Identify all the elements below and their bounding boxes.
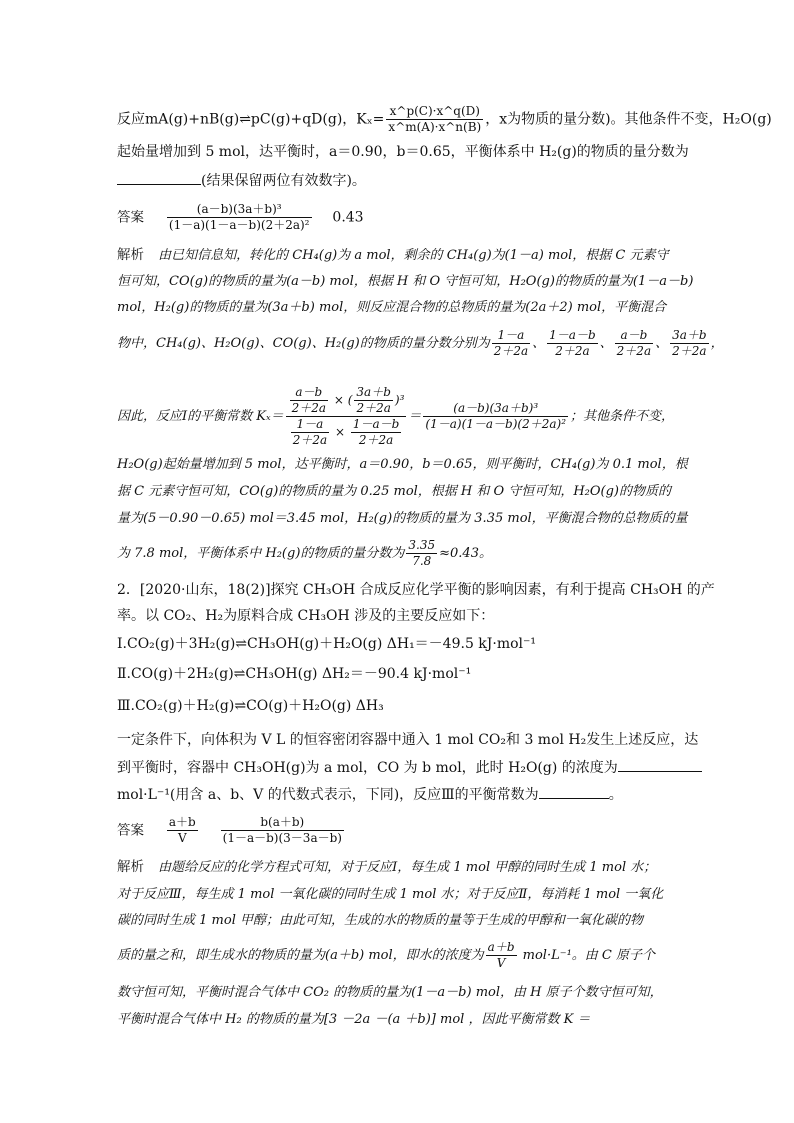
q2-analysis-line3: 碳的同时生成 1 mol 甲醇；由此可知，生成的水的物质的量等于生成的甲醇和一氧化碳的物 [117, 913, 643, 928]
q1-analysis-line2: 恒可知，CO(g)的物质的量为(a－b) mol，根据 H 和 O 守恒可知，H₂O(g)的物质的量为(1－a－b) [117, 274, 694, 289]
q2-reaction1: Ⅰ.CO₂(g)＋3H₂(g)⇌CH₃OH(g)＋H₂O(g) ΔH₁＝－49.5 kJ·mol⁻¹ [117, 636, 537, 652]
q1-text: 反应mA(g)+nB(g)⇌pC(g)+qD(g)，Kₓ= [117, 111, 385, 128]
q2-analysis-line1: 解析 由题给反应的化学方程式可知，对于反应Ⅰ，每生成 1 mol 甲醇的同时生成 1 mol 水； [117, 859, 657, 875]
q2-analysis-line4: 质的量之和，即生成水的物质的量为(a＋b) mol，即水的浓度为 $\frac{a+b}{V}$ mol·L⁻¹。由 C 原子个 [117, 940, 656, 970]
analysis-label: 解析 [117, 247, 144, 263]
q1-answer [117, 202, 677, 233]
q1-analysis-line3: mol，H₂(g)的物质的量为(3a＋b) mol，则反应混合物的总物质的量为(2a＋2) mol，平衡混合 [117, 300, 667, 315]
q1-analysis-line5: 因此，反应Ⅰ的平衡常数 Kₓ＝ $\frac{a-b}{2+2a}$ × ( $\frac{3a+b}{2+2a}$ )³ $\frac{1-a}{2+2a}$ × $\frac{1-a-b}{2+2a}$ ＝ $\frac{\text{(a－b)(3a＋b)³}}{\text{(1－a)(1－a－b)(2＋2a)²}}$ ；其他条件不变， [117, 385, 675, 447]
q2-analysis-line5: 数守恒可知，平衡时混合气体中 CO₂ 的物质的量为(1－a－b) mol，由 H 原子个数守恒可知， [117, 985, 663, 1000]
q2-analysis-line6: 平衡时混合气体中 H₂ 的物质的量为[3 －2a －(a ＋b)] mol ，因此平衡常数 K ＝ [117, 1012, 591, 1027]
analysis-label: 解析 [117, 859, 144, 875]
q2-line4: 到平衡时，容器中 CH₃OH(g)为 a mol，CO 为 b mol，此时 H₂O(g) 的浓度为 [117, 757, 677, 778]
answer-value: 0.43 [332, 209, 364, 226]
q2-line3: 一定条件下，向体积为 V L 的恒容密闭容器中通入 1 mol CO₂和 3 mol H₂发生上述反应，达 [117, 732, 699, 748]
answer-label: 答案 [117, 822, 144, 839]
q1-line3: (结果保留两位有效数字)。 [117, 170, 677, 191]
answer-blank[interactable] [618, 757, 702, 772]
q2-reaction3: Ⅲ.CO₂(g)＋H₂(g)⇌CO(g)＋H₂O(g) ΔH₃ [117, 698, 384, 714]
q1-line2: 起始量增加到 5 mol，达平衡时，a＝0.90，b＝0.65，平衡体系中 H₂(g)的物质的量分数为 [117, 144, 689, 160]
q1-analysis-line8: 量为(5－0.90－0.65) mol＝3.45 mol，H₂(g)的物质的量为 3.35 mol，平衡混合物的总物质的量 [117, 511, 688, 526]
q1-line1: 反应mA(g)+nB(g)⇌pC(g)+qD(g)，Kₓ= $\frac{x\^{}p(C)\cdot x\^{}q(D)}{x\^{}m(A)\cdot x\^{}n(B)}$ ，x为物质的量分数)。其他条件不变，H₂O(g) [117, 104, 772, 134]
q1-analysis-line4: 物中，CH₄(g)、H₂O(g)、CO(g)、H₂(g)的物质的量分数分别为 $\frac{1-a}{2+2a}$ 、 $\frac{1-a-b}{2+2a}$ 、 $\frac{a-b}{2+2a}$ 、 $\frac{3a+b}{2+2a}$ ， [117, 328, 724, 358]
q1-analysis-line9: 为 7.8 mol，平衡体系中 H₂(g)的物质的量分数为 $\frac{3.35}{7.8}$ ≈0.43。 [117, 538, 492, 568]
q1-analysis-line1: 解析 由已知信息知，转化的 CH₄(g)为 a mol，剩余的 CH₄(g)为(1－a) mol，根据 C 元素守 [117, 247, 669, 263]
q1-analysis-line6: H₂O(g)起始量增加到 5 mol，达平衡时，a＝0.90，b＝0.65，则平衡时，CH₄(g)为 0.1 mol，根 [117, 457, 688, 472]
q1-analysis-line7: 据 C 元素守恒可知，CO(g)的物质的量为 0.25 mol，根据 H 和 O 守恒可知，H₂O(g)的物质的 [117, 484, 671, 499]
answer-fraction: $\frac{\text{(a－b)(3a＋b)³}}{\text{(1－a)(1－a－b)(2＋2a)²}}$ [168, 202, 310, 232]
q2-analysis-line2: 对于反应Ⅲ，每生成 1 mol 一氧化碳的同时生成 1 mol 水；对于反应Ⅱ，每消耗 1 mol 一氧化 [117, 887, 664, 902]
kx-fraction: $\frac{x\^{}p(C)\cdot x\^{}q(D)}{x\^{}m(A)\cdot x\^{}n(B)}$ [388, 104, 482, 134]
q2-line1: 2．[2020·山东，18(2)]探究 CH₃OH 合成反应化学平衡的影响因素，有利于提高 CH₃OH 的产 [117, 582, 715, 598]
answer-label: 答案 [117, 209, 144, 226]
kx-compound-fraction: $\frac{a-b}{2+2a}$ × ( $\frac{3a+b}{2+2a}$ )³ $\frac{1-a}{2+2a}$ × $\frac{1-a-b}{2+2a}$ [286, 385, 407, 448]
q2-reaction2: Ⅱ.CO(g)＋2H₂(g)⇌CH₃OH(g) ΔH₂＝－90.4 kJ·mol⁻¹ [117, 666, 472, 682]
q2-line5: mol·L⁻¹(用含 a、b、V 的代数式表示，下同)，反应Ⅲ的平衡常数为 。 [117, 784, 677, 805]
answer-blank[interactable] [539, 784, 609, 799]
answer-blank[interactable] [117, 170, 201, 185]
q2-line2: 率。以 CO₂、H₂为原料合成 CH₃OH 涉及的主要反应如下： [117, 608, 495, 624]
q2-answer: 答案 $\frac{a+b}{V}$ $\frac{b(a+b)}{(1-a-b)(3-3a-b)}$ [117, 815, 342, 845]
